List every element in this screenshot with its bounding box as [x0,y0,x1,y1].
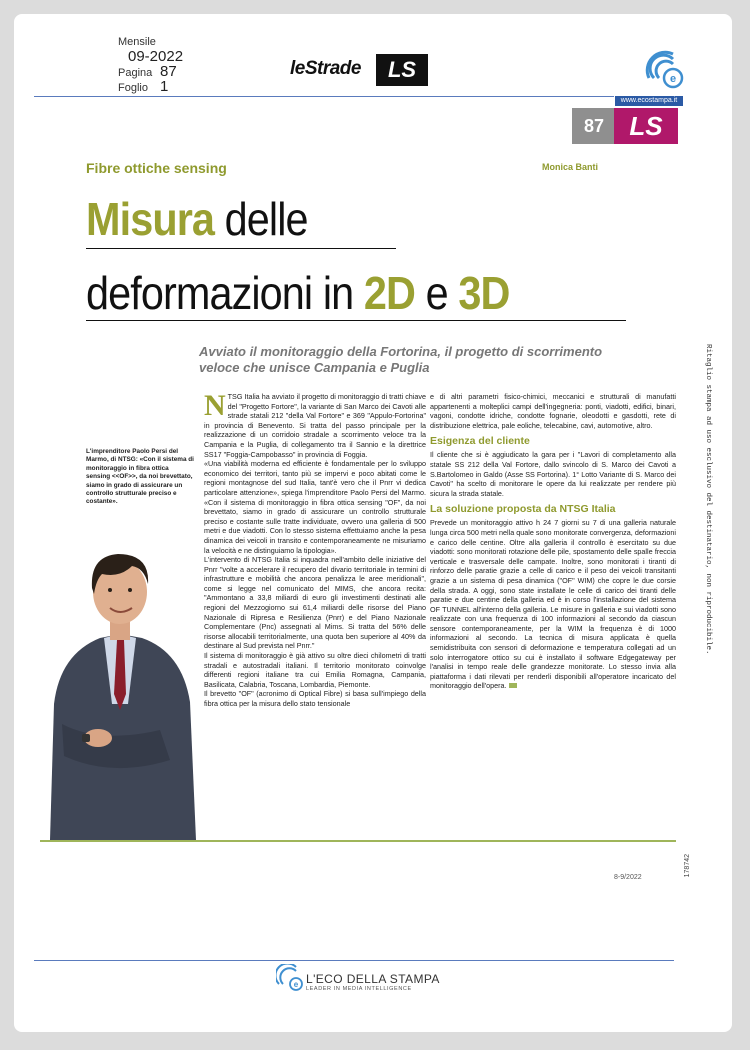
press-clipping-sheet [14,14,732,1032]
end-of-article-mark [509,683,517,688]
article-bottom-rule [40,840,676,842]
sheet-value: 1 [160,78,169,95]
body-paragraph: e di altri parametri fisico-chimici, meccanici e strutturali di manufatti appartenenti a molteplici campi dell'ingegneria: ponti, viadotti, edifici, binari, vagoni, condotte idriche, condotte fognarie, oleodotti e gasdotti, rete di distribuzione elettrica, pale eoliche, telecabine, cavi, automotive, altro. [430,392,676,430]
sheet-label: Foglio [118,82,148,94]
body-paragraph: TSG Italia ha avviato il progetto di monitoraggio di tratti chiave del "Progetto Fortore", la variante di San Marco dei Cavoti alle strade statali 212 "della Val Fortore" e 369 "Appulo-Fortorina" in provincia di Benevento. Si tratta del passo principale per la realizzazione di un corridoio stradale a scorrimento veloce tra la Campania e la Puglia, di collegamento tra il Sannio e la direttrice SS17 "Foggia-Campobasso" in provincia di Foggia. [204,392,426,459]
section-heading: Fibre ottiche sensing [86,160,227,176]
title-underline [86,320,626,321]
title-accent-word: 2D [363,267,415,319]
svg-text:e: e [669,73,677,85]
body-paragraph: Il cliente che si è aggiudicato la gara per i "Lavori di completamento alla statale SS 212 della Val Fortore, dallo svincolo di S. Marco dei Cavoti a S.Bartolomeo in Galdo (Asse SS Fortorina). 1° Lotto Variante di S. Marco dei Cavoti" ha scelto di monitorare le opere da lui realizzate per rendere più sicura la strada statale. [430,450,676,498]
title-accent-word: Misura [86,193,215,245]
article-title-line-2 [86,268,509,318]
periodicity: Mensile [118,36,156,48]
body-paragraph: Il brevetto "OF" (acronimo di Optical Fibre) si basa sull'impiego della fibra ottica per la misura dello stato tensionale [204,689,426,708]
body-paragraph: «Una viabilità moderna ed efficiente è fondamentale per lo sviluppo economico dei territori, tanto più se impervi e poco abitati come le regioni montagnose del sud Italia, tant'è vero che il Pnrr vi dedica particolare attenzione», spiega l'imprenditore Paolo Persi del Marmo. «Con il sistema di monitoraggio in fibra ottica sensing "OF", da noi brevettato, siamo in grado di assicurare un controllo strutturale preciso e costante sulle tratte individuate, ovvero una galleria di 500 metri e due viadotti. Con lo stesso sistema effettuiamo anche la pesa dinamica dei veicoli in transito e contemporaneamente ne misuriamo la velocità e ne distinguiamo la tipologia». [204,459,426,555]
photo-caption: L'imprenditore Paolo Persi del Marmo, di NTSG: «Con il sistema di monitoraggio in fibra ottica sensing <<OF>>, da noi brevettato, siamo in grado di assicurare un controllo strutturale preciso e costante». [86,448,194,506]
title-text: delle [214,193,308,245]
article-column-2 [430,392,676,691]
author-name: Monica Banti [542,162,599,172]
svg-text:e: e [293,980,299,989]
article-title-line-1 [86,194,308,244]
article-column-1 [204,389,426,709]
page-value: 87 [160,63,177,80]
title-underline [86,248,396,249]
magazine-logo-mark: LS [376,54,428,86]
eco-stampa-footer-icon [276,964,304,992]
page-label: Pagina [118,67,153,79]
body-paragraph: L'intervento di NTSG Italia si inquadra nell'ambito delle iniziative del Pnrr "volte a accelerare il recupero del divario territoriale in termini di infrastrutture e mobilità che ancora penalizza le aree meridionali", come si legge nel comunicato del MIMS, che ancora recita: "Ammontano a 33,8 miliardi di euro gli investimenti destinati alle regioni del Mezzogiorno sui 61,4 miliardi delle risorse del Piano Nazionale di Ripresa e Resilienza (Pnrr) e del Piano Nazionale Complementare (Pnc) assegnati al Mims. Si tratta del 56% delle risorse allocabili territorialmente, una quota ben superiore al 40% da destinare al Sud prevista nel Pnrr." [204,555,426,651]
site-url: www.ecostampa.it [615,96,683,106]
subheading-client-need: Esigenza del cliente [430,435,530,448]
clip-code: 178742 [684,854,691,878]
reproduction-notice: Ritaglio stampa ad uso esclusivo del destinatario, non riproducibile. [704,344,712,655]
article-subtitle: Avviato il monitoraggio della Fortorina, il progetto di scorrimento veloce che unisce Campania e Puglia [199,344,603,375]
header-rule [34,96,614,97]
issue-date: 09-2022 [128,48,184,65]
title-text: e [414,267,459,319]
title-accent-word: 3D [458,267,510,319]
portrait-photo [40,534,200,840]
body-paragraph: Il sistema di monitoraggio è già attivo su oltre dieci chilometri di tratti stradali e autostradali italiani. Il territorio monitorato coinvolge differenti regioni italiane tra cui Emilia Romagna, Campania, Basilicata, Calabria, Toscana, Lombardia, Piemonte. [204,651,426,689]
page-badge-number: 87 [572,108,616,144]
title-text: deformazioni in [86,267,364,319]
footer-rule [34,960,674,961]
subheading-solution: La soluzione proposta da NTSG Italia [430,503,616,516]
footer-brand: L'ECO DELLA STAMPA [306,972,440,986]
drop-cap: N [204,389,226,422]
eco-stampa-logo-icon [643,48,685,90]
page-badge-mark: LS [614,108,678,144]
publication-date: 8-9/2022 [614,874,642,881]
magazine-name: leStrade [290,58,361,79]
footer-tagline: LEADER IN MEDIA INTELLIGENCE [306,986,412,992]
body-paragraph: Prevede un monitoraggio attivo h 24 7 giorni su 7 di una galleria naturale lunga circa 500 metri nella quale sono monitorate convergenza, deformazioni e carico delle centine. Oltre alla galleria il controllo è esercitato su due viadotti: sono monitorati rotazione delle pile, spostamento delle spalle freccia verticale e trasversale delle campate. Inoltre, sono monitorati i tiranti di rinforzo delle paratie grazie a celle di carico e il peso dei veicoli transitanti grazie a un sistema di pesa dinamica ("OF" WIM) che copre le due corsie della strada. A oggi, sono state installate le celle di carico dei tiranti delle paratie e due centine della galleria ed è in corso l'installazione del sistema OF TUNNEL all'interno della galleria. Le misure in galleria e sui viadotti sono realizzate con una frequenza di 100 informazioni al secondo da ciascun sensore contemporaneamente, per la WIM la frequenza è di 1000 informazioni al secondo. La tecnica di misura applicata è quella semidistribuita con sensori di deformazione e temperatura collegati ad un solo interrogatore ottico su cui è installato il software Edgegateway per l'analisi in tempo reale delle grandezze monitorate. Lo stesso invia alla piattaforma i dati rilevati per renderli disponibili all'operatore incaricato del monitoraggio dell'opera. [430,518,676,691]
